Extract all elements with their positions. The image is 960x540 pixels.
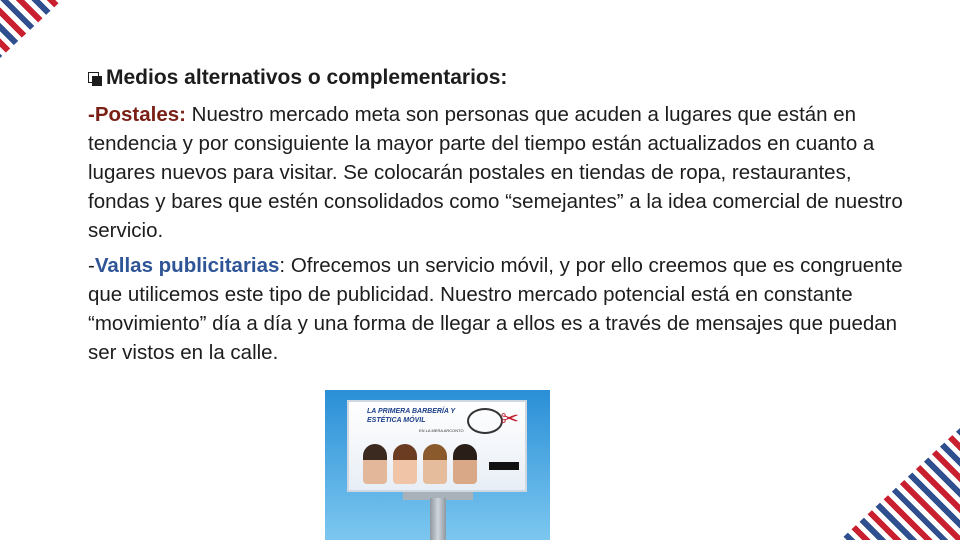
paragraph-postales [88,100,908,245]
billboard-image [325,390,550,540]
barber-logo-icon [467,408,503,434]
paragraph-vallas [88,251,908,367]
decorative-stripes-bottom-right [800,390,960,540]
model-face [423,444,447,484]
term-vallas-prefix: - [88,254,95,277]
heading-text: Medios alternativos o complementarios: [106,66,508,89]
billboard-pole [430,498,446,540]
text-vallas: : Ofrecemos un servicio móvil, y por ello creemos que es congruente que utilicemos este tipo de publicidad. Nuestro mercado potencial está en constante “movimiento” día a día y una forma de llegar a ellos es a través de mensajes que puedan ser vistos en la calle. [88,254,903,364]
model-face [393,444,417,484]
model-face [453,444,477,484]
billboard-line-3: EN LA MERA ARCONTO [419,428,464,433]
checkbox-bullet-icon [88,71,102,85]
slide-heading [88,66,908,90]
term-postales: -Postales: [88,103,186,126]
billboard-line-1: LA PRIMERA BARBERÍA Y [367,408,456,415]
billboard-panel [347,400,527,492]
billboard-contact-bar [489,462,519,470]
billboard-line-2: ESTÉTICA MÓVIL [367,417,426,424]
scissors-icon: ✂ [500,406,519,431]
slide-content [88,66,908,373]
model-face [363,444,387,484]
text-postales: Nuestro mercado meta son personas que acuden a lugares que están en tendencia y por consiguiente la mayor parte del tiempo están actualizados en cuanto a lugares nuevos para visitar. Se colocarán postales en tiendas de ropa, restaurantes, fondas y bares que estén consolidados como “semejantes” a la idea comercial de nuestro servicio. [88,103,903,242]
term-vallas: Vallas publicitarias [94,254,280,277]
billboard-models [363,444,477,484]
